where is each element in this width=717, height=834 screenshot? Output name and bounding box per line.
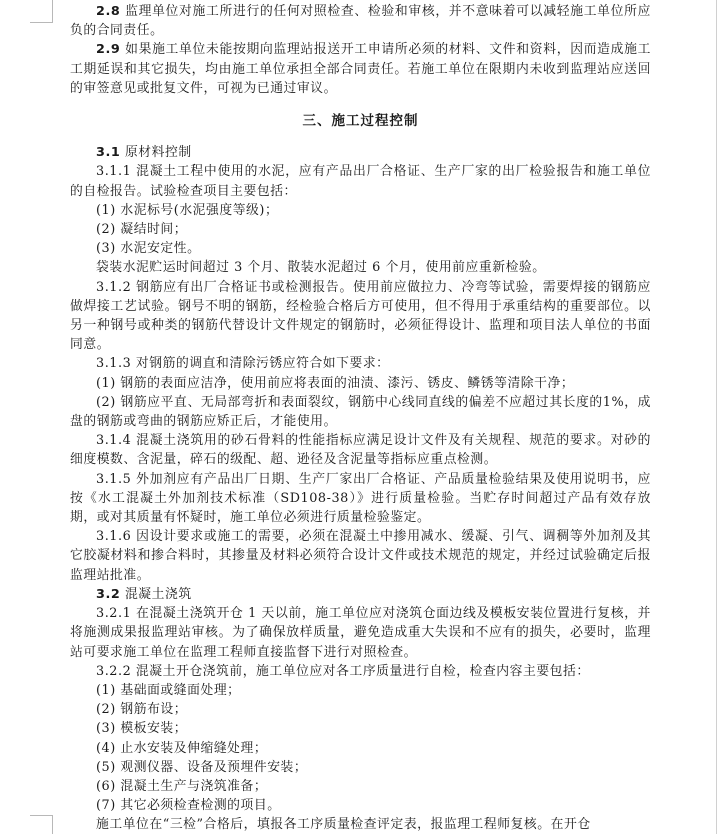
list-item-text: (3) 水泥安定性。 xyxy=(96,241,201,257)
list-item xyxy=(70,239,651,258)
list-item-text: (4) 止水安装及伸缩缝处理； xyxy=(96,740,268,756)
paragraph xyxy=(70,278,651,355)
numbered-paragraph xyxy=(70,40,651,98)
paragraph xyxy=(70,258,651,277)
paragraph xyxy=(70,527,651,585)
paragraph-text: 混凝土浇筑 xyxy=(120,586,192,602)
list-item-text: (2) 钢筋布设； xyxy=(96,702,188,718)
paragraph xyxy=(70,470,651,528)
section-heading-text: 三、施工过程控制 xyxy=(302,113,419,130)
list-item xyxy=(70,777,651,796)
list-item xyxy=(70,681,651,700)
list-item xyxy=(70,700,651,719)
clause-number: 2.8 xyxy=(96,4,121,19)
paragraph-text: 3.1.1 混凝土工程中使用的水泥，应有产品出厂合格证、生产厂家的出厂检验报告和施工单位的自检报告。试验检查项目主要包括： xyxy=(70,164,651,199)
paragraph-text: 3.1.6 因设计要求或施工的需要，必须在混凝土中掺用减水、缓凝、引气、调稠等外加剂及其它胶凝材料和掺合料时，其掺量及材料必须符合设计文件或技术规范的规定，并经过试验确定后报监理站批准。 xyxy=(70,529,651,583)
clause-number: 2.9 xyxy=(96,42,121,58)
numbered-paragraph xyxy=(70,2,651,40)
paragraph-text: 袋装水泥贮运时间超过 3 个月、散装水泥超过 6 个月，使用前应重新检验。 xyxy=(96,260,546,276)
list-item xyxy=(70,796,651,815)
section-heading xyxy=(70,112,651,131)
clause-number: 3.1 xyxy=(96,145,121,161)
list-item-text: (2) 钢筋应平直、无局部弯折和表面裂纹，钢筋中心线同直线的偏差不应超过其长度的1%，成盘的钢筋或弯曲的钢筋应矫正后，才能使用。 xyxy=(70,394,651,430)
paragraph-text: 原材料控制 xyxy=(120,145,192,161)
paragraph-text: 3.1.4 混凝土浇筑用的砂石骨料的性能指标应满足设计文件及有关规程、规范的要求。对砂的细度模数、含泥量，碎石的级配、超、逊径及含泥量等指标应重点检测。 xyxy=(70,433,651,468)
list-item-text: (1) 基础面或缝面处理； xyxy=(96,682,241,698)
list-item-text: (6) 混凝土生产与浇筑准备； xyxy=(96,778,268,794)
paragraph-text: 3.1.2 钢筋应有出厂合格证书或检测报告。使用前应做拉力、冷弯等试验，需要焊接的钢筋应做焊接工艺试验。钢号不明的钢筋，经检验合格后方可使用，但不得用于承重结构的重要部位。以另一种钢号或种类的钢筋代替设计文件规定的钢筋时，必须征得设计、监理和项目法人单位的书面同意。 xyxy=(70,279,651,353)
list-item xyxy=(70,758,651,777)
list-item-text: (2) 凝结时间； xyxy=(96,222,188,238)
crop-mark-bottom-left xyxy=(30,815,53,834)
list-item-text: (7) 其它必须检查检测的项目。 xyxy=(96,798,281,814)
paragraph xyxy=(70,162,651,200)
list-item xyxy=(70,393,651,431)
paragraph-text: 监理单位对施工所进行的任何对照检查、检验和审核，并不意味着可以减轻施工单位所应负的合同责任。 xyxy=(70,4,651,39)
paragraph xyxy=(70,815,651,834)
paragraph-text: 3.2.1 在混凝土浇筑开仓 1 天以前，施工单位应对浇筑仓面边线及模板安装位置进行复核，并将施测成果报监理站审核。为了确保放样质量，避免造成重大失误和不应有的损失，必要时，监理站可要求施工单位在监理工程师直接监督下进行对照检查。 xyxy=(70,606,651,660)
list-item xyxy=(70,374,651,393)
list-item-text: (1) 钢筋的表面应洁净，使用前应将表面的油渍、漆污、锈皮、鳞锈等清除干净； xyxy=(96,375,575,391)
paragraph xyxy=(70,431,651,469)
numbered-paragraph xyxy=(70,585,651,604)
crop-mark-top-left xyxy=(30,0,53,23)
list-item xyxy=(70,719,651,738)
list-item-text: (1) 水泥标号(水泥强度等级)； xyxy=(96,202,279,218)
list-item xyxy=(70,201,651,220)
paragraph-text: 3.2.2 混凝土开仓浇筑前，施工单位应对各工序质量进行自检，检查内容主要包括： xyxy=(96,663,590,679)
paragraph-text: 如果施工单位未能按期向监理站报送开工申请所必须的材料、文件和资料，因而造成施工工期延误和其它损失，均由施工单位承担全部合同责任。若施工单位在限期内未收到监理站应送回的审签意见或批复文件，可视为已通过审议。 xyxy=(70,42,651,96)
paragraph-text: 3.1.5 外加剂应有产品出厂日期、生产厂家出厂合格证、产品质量检验结果及使用说明书，应按《水工混凝土外加剂技术标准（SD108-38）》进行质量检验。当贮存时间超过产品有效存放期，或对其质量有怀疑时，施工单位必须进行质量检验鉴定。 xyxy=(70,471,651,526)
paragraph-text: 3.1.3 对钢筋的调直和清除污锈应符合如下要求： xyxy=(96,356,390,372)
paragraph xyxy=(70,662,651,681)
paragraph-text: 施工单位在“三检”合格后，填报各工序质量检查评定表，报监理工程师复核。在开仓 xyxy=(96,817,591,833)
list-item-text: (5) 观测仪器、设备及预埋件安装； xyxy=(96,759,308,775)
numbered-paragraph xyxy=(70,143,651,162)
list-item xyxy=(70,220,651,239)
paragraph xyxy=(70,354,651,373)
clause-number: 3.2 xyxy=(96,586,121,602)
paragraph xyxy=(70,604,651,662)
list-item xyxy=(70,739,651,758)
list-item-text: (3) 模板安装； xyxy=(96,721,188,737)
document-body xyxy=(70,2,651,834)
